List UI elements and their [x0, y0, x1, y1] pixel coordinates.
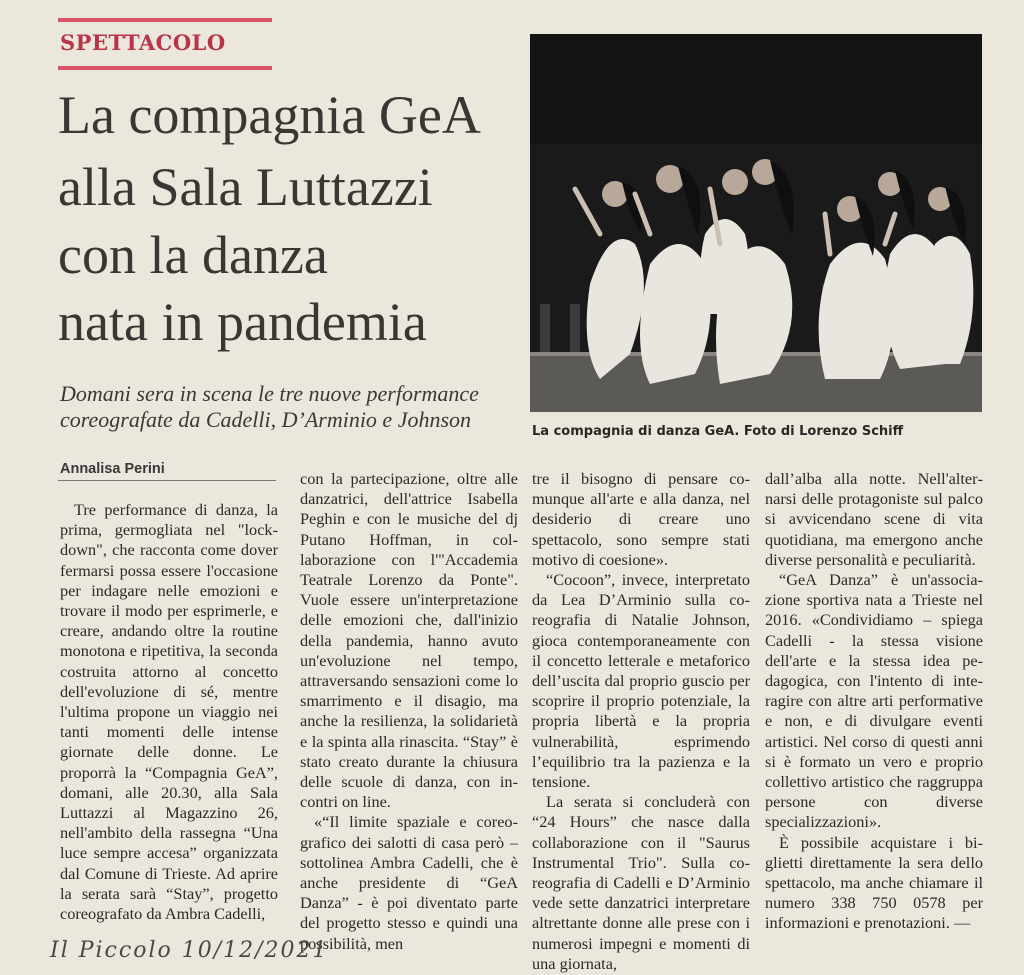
section-rule-bottom [58, 66, 272, 70]
handwritten-source-date: Il Piccolo 10/12/2021 [50, 938, 329, 963]
article-column-4 [765, 469, 983, 934]
section-rule-top [58, 18, 272, 22]
article-column-3 [532, 469, 750, 974]
headline-line-3: con la danza [58, 225, 328, 285]
section-label: SPETTACOLO [60, 30, 226, 55]
author-byline: Annalisa Perini [60, 461, 165, 477]
paragraph: con la partecipazione, oltre alle danzatrici, dell'attrice Isabella Peghin e con le musiche del dj Putano Hoffman, in collaborazione con l'"Accademia Teatrale Lorenzo da Ponte". Vuole essere un'interpretazione delle emozioni che, dall'inizio della pandemia, hanno avuto un'evoluzione nel tempo, attraversando sensazioni come lo smarrimento e il disagio, ma anche la resilienza, la solidarietà e la spinta alla rinascita. “Stay” è stato creato durante la chiusura delle scuole di danza, con incontri on line. [300, 469, 518, 812]
headline-line-1: La compagnia GeA [58, 85, 481, 145]
article-column-2 [300, 469, 518, 954]
headline-line-4: nata in pandemia [58, 292, 427, 352]
paragraph: dall’alba alla notte. Nell'alternarsi delle protagoniste sul palco si avvicendano scene di vita quotidiana, ma emergono anche diverse personalità e peculiarità. [765, 469, 983, 569]
subheadline-line-2: coreografate da Cadelli, D’Arminio e Johnson [60, 407, 472, 432]
paragraph: “GeA Danza” è un'associazione sportiva nata a Trieste nel 2016. «Condividiamo – spiega Cadelli - la stessa visione dell'arte e la stessa idea pedagogica, con l'intento di interagire con altre arti performative e non, e di divulgare eventi artistici. Nel corso di questi anni si è formato un vero e proprio collettivo artistico che raggruppa persone con diverse specializzazioni». [765, 570, 983, 832]
paragraph: tre il bisogno di pensare comunque all'arte e alla danza, nel desiderio di creare uno spettacolo, sono sempre stati motivo di coesione». [532, 469, 750, 569]
photo-caption: La compagnia di danza GeA. Foto di Lorenzo Schiff [532, 424, 904, 439]
headline-line-2: alla Sala Luttazzi [58, 157, 433, 217]
paragraph: Tre performance di danza, la prima, germogliata nel "lockdown", che racconta come dover fermarsi possa essere l'occasione per indagare nelle emozioni e trovare il modo per esprimerle, e creare, andando oltre la routine monotona e ripetitiva, la seconda costruita attorno al concetto dell'evoluzione di sé, mentre l'ultima propone un viaggio nei tanti momenti delle intense giornate delle donne. Le proporrà la “Compagnia GeA”, domani, alle 20.30, alla Sala Luttazzi al Magazzino 26, nell'ambito della rassegna “Una luce sempre accesa” organizzata dal Comune di Trieste. Ad aprire la serata sarà “Stay”, progetto coreografato da Ambra Cadelli, [60, 500, 278, 924]
author-divider [58, 480, 276, 481]
paragraph: È possibile acquistare i biglietti direttamente la sera dello spettacolo, ma anche chiamare il numero 338 750 0578 per informazioni e prenotazioni. — [765, 832, 983, 933]
paragraph: La serata si concluderà con “24 Hours” che nasce dalla collaborazione con il "Saurus Instrumental Trio". Sulla coreografia di Cadelli e D’Arminio vede sette danzatrici interpretare altrettante donne alle prese con i numerosi impegni e momenti di una giornata, [532, 792, 750, 973]
paragraph: “Cocoon”, invece, interpretato da Lea D’Arminio sulla coreografia di Natalie Johnson, gioca contemporaneamente con il concetto letterale e metaforico dell’uscita dal proprio guscio per scoprire il proprio potenziale, la propria libertà e la propria vulnerabilità, esprimendo l’equilibrio tra la pazienza e la tensione. [532, 570, 750, 792]
dancers-illustration [530, 34, 982, 412]
article-column-1 [60, 500, 278, 924]
paragraph: «“Il limite spaziale e coreografico dei salotti di casa però – sottolinea Ambra Cadelli, che è anche presidente di “GeA Danza” - è poi diventato parte del progetto stesso e quindi una possibilità, men [300, 812, 518, 953]
dancers-photo [530, 34, 982, 412]
subheadline-line-1: Domani sera in scena le tre nuove performance [60, 381, 479, 406]
